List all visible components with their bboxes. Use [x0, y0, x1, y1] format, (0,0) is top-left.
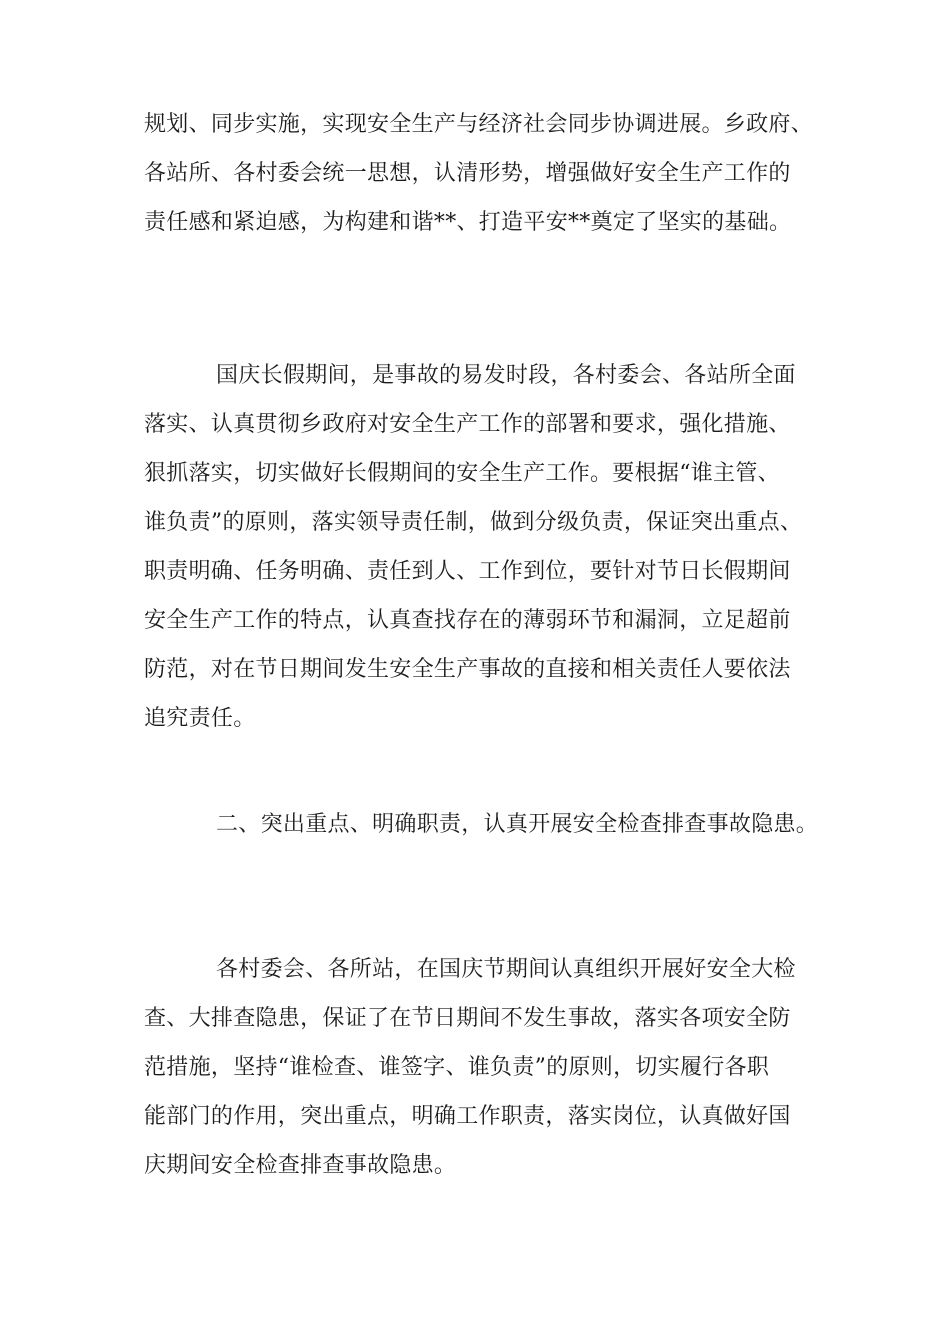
text-line: 狠抓落实，切实做好长假期间的安全生产工作。要根据“谁主管、	[144, 461, 780, 486]
section-heading	[144, 800, 824, 849]
text-line: 查、大排查隐患，保证了在节日期间不发生事故，落实各项安全防	[144, 1006, 791, 1031]
heading-line: 二、突出重点、明确职责，认真开展安全检查排查事故隐患。	[216, 812, 819, 837]
text-line: 范措施，坚持“谁检查、谁签字、谁负责”的原则，切实履行各职	[144, 1055, 770, 1080]
text-line: 落实、认真贯彻乡政府对安全生产工作的部署和要求，强化措施、	[144, 412, 791, 437]
paragraph-holiday-safety	[144, 351, 824, 743]
paragraph-inspection	[144, 945, 824, 1190]
text-line: 庆期间安全检查排查事故隐患。	[144, 1153, 457, 1178]
text-line: 国庆长假期间，是事故的易发时段，各村委会、各站所全面	[216, 363, 796, 388]
text-line: 能部门的作用，突出重点，明确工作职责，落实岗位，认真做好国	[144, 1104, 791, 1129]
text-line: 谁负责”的原则，落实领导责任制，做到分级负责，保证突出重点、	[144, 510, 803, 535]
text-line: 各站所、各村委会统一思想，认清形势，增强做好安全生产工作的	[144, 161, 791, 186]
text-line: 安全生产工作的特点，认真查找存在的薄弱环节和漏洞，立足超前	[144, 608, 791, 633]
text-line: 职责明确、任务明确、责任到人、工作到位，要针对节日长假期间	[144, 559, 791, 584]
text-line: 责任感和紧迫感，为构建和谐**、打造平安**奠定了坚实的基础。	[144, 210, 792, 235]
text-line: 防范，对在节日期间发生安全生产事故的直接和相关责任人要依法	[144, 657, 791, 682]
text-line: 追究责任。	[144, 706, 256, 731]
text-line: 各村委会、各所站，在国庆节期间认真组织开展好安全大检	[216, 957, 796, 982]
paragraph-continuation	[144, 100, 824, 247]
text-line: 规划、同步实施，实现安全生产与经济社会同步协调进展。乡政府、	[144, 112, 814, 137]
